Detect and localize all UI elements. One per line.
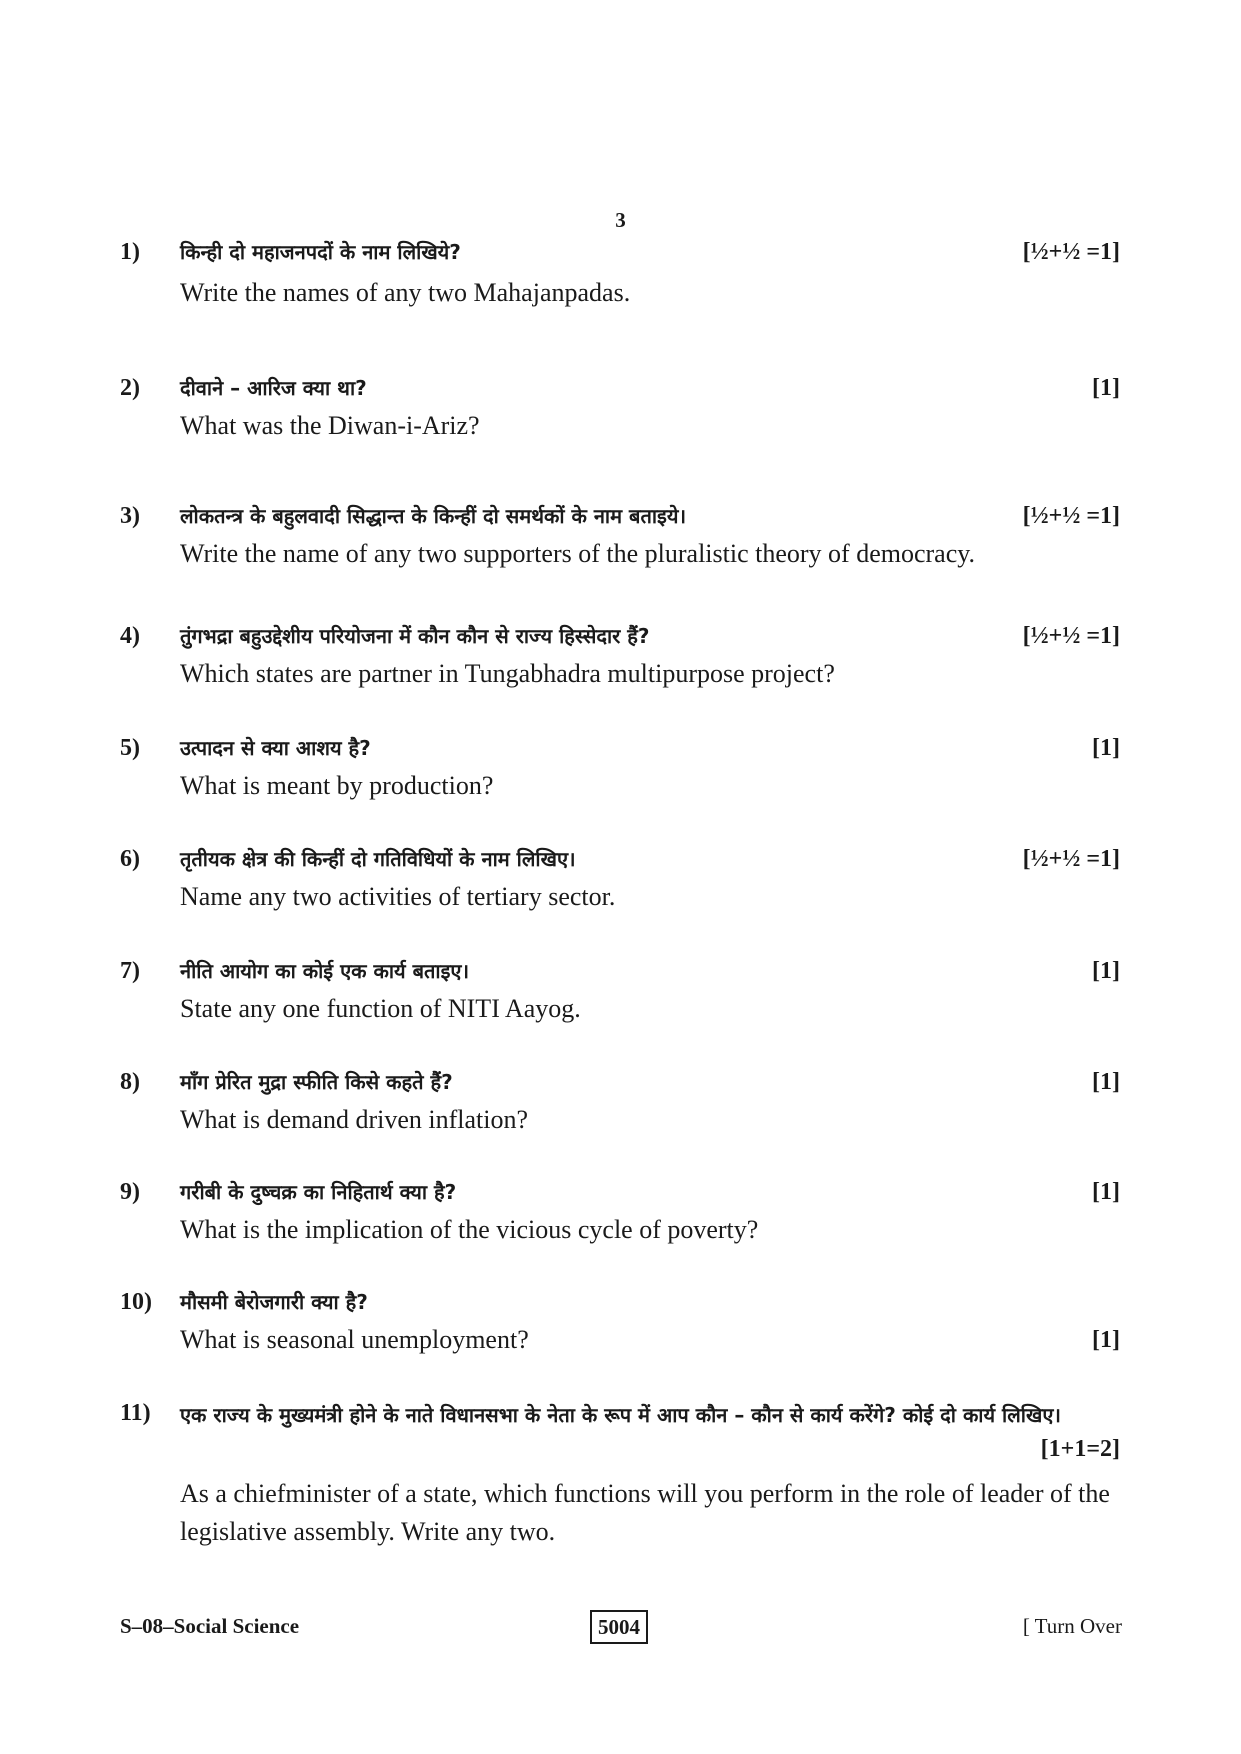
question-text-english: What is demand driven inflation? [180, 1105, 529, 1134]
question-text-english: Write the name of any two supporters of the pluralistic theory of democracy. [180, 539, 976, 568]
question-marks: [1] [1092, 1069, 1120, 1095]
question-text-hindi: एक राज्य के मुख्यमंत्री होने के नाते विधानसभा के नेता के रूप में आप कौन – कौन से कार्य करेंगे? कोई दो कार्य लिखिए। [180, 1403, 1061, 1427]
question-number: 8) [120, 1069, 140, 1095]
page-footer [120, 1610, 1122, 1646]
question-number: 2) [120, 375, 140, 401]
question-marks: [1] [1092, 375, 1120, 401]
question-text-hindi: लोकतन्त्र के बहुलवादी सिद्धान्त के किन्हीं दो समर्थकों के नाम बताइये। [180, 504, 687, 528]
question-marks: [1] [1092, 958, 1120, 984]
question-number: 6) [120, 846, 140, 872]
question-text-english: Name any two activities of tertiary sector. [180, 882, 616, 911]
question-text-english: What is meant by production? [180, 771, 494, 800]
question-1 [120, 236, 1120, 316]
question-3 [120, 500, 1120, 580]
question-text-hindi: तुंगभद्रा बहुउद्देशीय परियोजना में कौन कौन से राज्य हिस्सेदार हैं? [180, 624, 650, 648]
question-number: 5) [120, 735, 140, 761]
page-number: 3 [615, 208, 626, 232]
question-text-english: As a chiefminister of a state, which functions will you perform in the role of leader of the legislative assembly. Write any two. [180, 1479, 1110, 1546]
question-text-hindi: नीति आयोग का कोई एक कार्य बताइए। [180, 959, 470, 983]
question-number: 10) [120, 1289, 152, 1315]
question-text-english: What was the Diwan-i-Ariz? [180, 411, 480, 440]
question-marks: [1+1=2] [1040, 1436, 1120, 1462]
question-2 [120, 372, 1120, 452]
question-text-hindi: उत्पादन से क्या आशय है? [180, 736, 371, 760]
question-11 [120, 1397, 1120, 1562]
question-text-hindi: दीवाने – आरिज क्या था? [180, 376, 367, 400]
question-marks: [1] [1092, 1179, 1120, 1205]
question-number: 11) [120, 1400, 151, 1426]
subject-code: S–08–Social Science [120, 1614, 300, 1638]
question-9 [120, 1176, 1120, 1256]
question-text-hindi: माँग प्रेरित मुद्रा स्फीति किसे कहते हैं? [180, 1070, 453, 1094]
question-10 [120, 1286, 1120, 1366]
question-6 [120, 843, 1120, 923]
question-text-english: Which states are partner in Tungabhadra multipurpose project? [180, 659, 835, 688]
question-text-hindi: मौसमी बेरोजगारी क्या है? [180, 1290, 368, 1314]
question-4 [120, 620, 1120, 700]
question-marks: [1] [1092, 1327, 1120, 1353]
question-marks: [½+½ =1] [1022, 503, 1120, 529]
question-8 [120, 1066, 1120, 1146]
question-7 [120, 955, 1120, 1035]
question-number: 4) [120, 623, 140, 649]
question-marks: [½+½ =1] [1022, 239, 1120, 265]
question-number: 1) [120, 239, 140, 265]
question-marks: [½+½ =1] [1022, 623, 1120, 649]
question-text-english: Write the names of any two Mahajanpadas. [180, 278, 631, 307]
question-marks: [1] [1092, 735, 1120, 761]
question-text-english: State any one function of NITI Aayog. [180, 994, 581, 1023]
question-text-hindi: किन्ही दो महाजनपदों के नाम लिखिये? [180, 240, 461, 264]
question-number: 9) [120, 1179, 140, 1205]
question-number: 7) [120, 958, 140, 984]
question-5 [120, 732, 1120, 812]
question-text-english: What is the implication of the vicious cycle of poverty? [180, 1215, 759, 1244]
question-text-english: What is seasonal unemployment? [180, 1325, 529, 1354]
question-text-hindi: तृतीयक क्षेत्र की किन्हीं दो गतिविधियों के नाम लिखिए। [180, 847, 576, 871]
question-marks: [½+½ =1] [1022, 846, 1120, 872]
turn-over-label: [ Turn Over [1022, 1614, 1122, 1638]
question-number: 3) [120, 503, 140, 529]
question-text-hindi: गरीबी के दुष्चक्र का निहितार्थ क्या है? [180, 1180, 457, 1204]
paper-code-box: 5004 [590, 1610, 648, 1644]
